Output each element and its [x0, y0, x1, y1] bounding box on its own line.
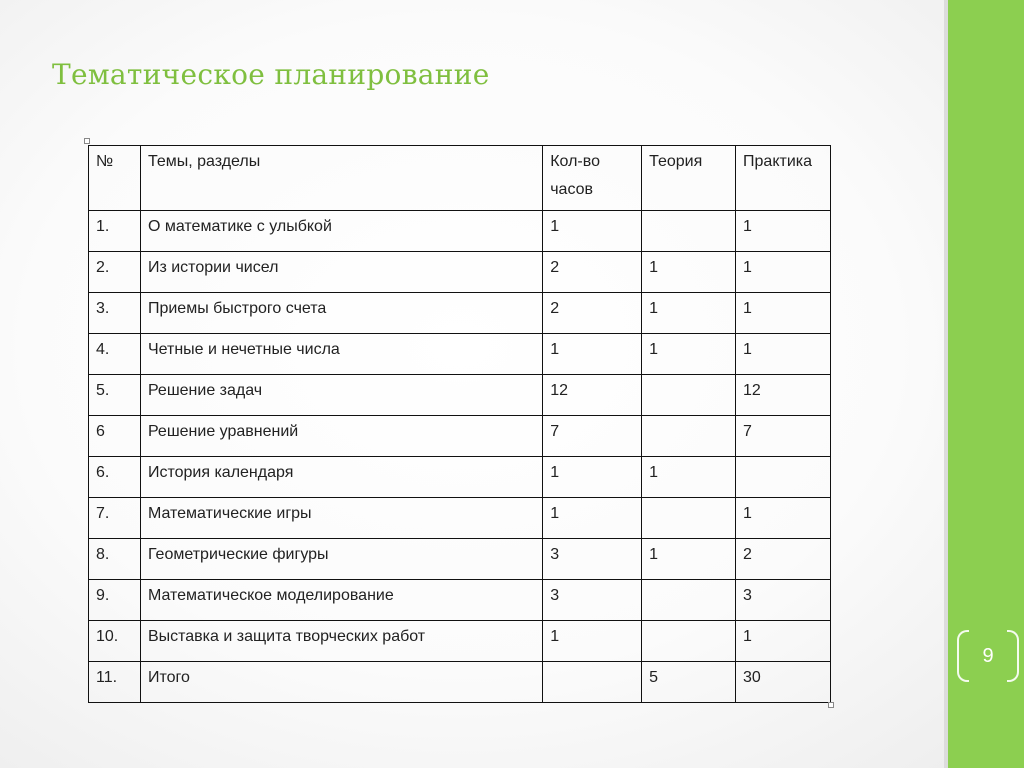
page-number: 9	[982, 644, 994, 667]
table-row	[89, 580, 831, 621]
table-row	[89, 416, 831, 457]
cell-topic[interactable]: Приемы быстрого счета	[140, 293, 542, 334]
cell-hours[interactable]: 7	[543, 416, 642, 457]
cell-hours[interactable]: 1	[543, 334, 642, 375]
cell-num[interactable]: 3.	[89, 293, 141, 334]
cell-theory[interactable]	[642, 375, 736, 416]
cell-topic[interactable]: История календаря	[140, 457, 542, 498]
header-theory[interactable]: Теория	[642, 146, 736, 211]
cell-topic[interactable]: О математике с улыбкой	[140, 211, 542, 252]
cell-num[interactable]: 4.	[89, 334, 141, 375]
table-resize-handle-top-left[interactable]	[84, 138, 90, 144]
cell-theory[interactable]: 1	[642, 293, 736, 334]
cell-hours[interactable]: 3	[543, 580, 642, 621]
cell-practice[interactable]: 2	[736, 539, 831, 580]
cell-theory[interactable]	[642, 580, 736, 621]
cell-theory[interactable]	[642, 211, 736, 252]
table-body	[89, 211, 831, 703]
planning-table-container	[88, 145, 831, 703]
cell-practice[interactable]: 3	[736, 580, 831, 621]
cell-hours[interactable]: 12	[543, 375, 642, 416]
header-practice[interactable]: Практика	[736, 146, 831, 211]
cell-hours[interactable]: 1	[543, 621, 642, 662]
bracket-right	[1007, 630, 1019, 682]
cell-topic[interactable]: Из истории чисел	[140, 252, 542, 293]
cell-num[interactable]: 1.	[89, 211, 141, 252]
cell-num[interactable]: 6.	[89, 457, 141, 498]
cell-practice[interactable]: 1	[736, 498, 831, 539]
cell-practice[interactable]: 1	[736, 211, 831, 252]
cell-topic[interactable]: Решение задач	[140, 375, 542, 416]
cell-theory[interactable]: 1	[642, 457, 736, 498]
cell-num[interactable]: 7.	[89, 498, 141, 539]
table-row	[89, 539, 831, 580]
table-row	[89, 621, 831, 662]
table-row	[89, 375, 831, 416]
table-row	[89, 293, 831, 334]
cell-theory[interactable]	[642, 416, 736, 457]
header-topic[interactable]: Темы, разделы	[140, 146, 542, 211]
planning-table[interactable]	[88, 145, 831, 703]
table-row	[89, 211, 831, 252]
cell-num[interactable]: 6	[89, 416, 141, 457]
table-row	[89, 334, 831, 375]
cell-hours[interactable]: 3	[543, 539, 642, 580]
cell-hours[interactable]: 1	[543, 498, 642, 539]
cell-num[interactable]: 8.	[89, 539, 141, 580]
cell-num[interactable]: 9.	[89, 580, 141, 621]
cell-theory[interactable]	[642, 621, 736, 662]
cell-hours[interactable]	[543, 662, 642, 703]
cell-practice[interactable]: 12	[736, 375, 831, 416]
cell-theory[interactable]: 1	[642, 539, 736, 580]
cell-theory[interactable]: 1	[642, 252, 736, 293]
header-hours[interactable]: Кол-во часов	[543, 146, 642, 211]
cell-topic[interactable]: Математические игры	[140, 498, 542, 539]
cell-topic[interactable]: Четные и нечетные числа	[140, 334, 542, 375]
cell-hours[interactable]: 1	[543, 457, 642, 498]
cell-hours[interactable]: 2	[543, 293, 642, 334]
cell-num[interactable]: 11.	[89, 662, 141, 703]
cell-practice[interactable]	[736, 457, 831, 498]
cell-theory[interactable]: 5	[642, 662, 736, 703]
table-row	[89, 457, 831, 498]
cell-num[interactable]: 10.	[89, 621, 141, 662]
cell-theory[interactable]	[642, 498, 736, 539]
page-number-badge	[957, 630, 1019, 682]
header-num[interactable]: №	[89, 146, 141, 211]
cell-practice[interactable]: 1	[736, 252, 831, 293]
cell-practice[interactable]: 7	[736, 416, 831, 457]
cell-practice[interactable]: 1	[736, 293, 831, 334]
cell-topic[interactable]: Итого	[140, 662, 542, 703]
table-resize-handle-bottom-right[interactable]	[828, 702, 834, 708]
cell-num[interactable]: 2.	[89, 252, 141, 293]
cell-num[interactable]: 5.	[89, 375, 141, 416]
cell-theory[interactable]: 1	[642, 334, 736, 375]
cell-topic[interactable]: Математическое моделирование	[140, 580, 542, 621]
cell-practice[interactable]: 30	[736, 662, 831, 703]
slide-title: Тематическое планирование	[52, 58, 490, 91]
table-row	[89, 498, 831, 539]
cell-practice[interactable]: 1	[736, 621, 831, 662]
cell-hours[interactable]: 2	[543, 252, 642, 293]
cell-practice[interactable]: 1	[736, 334, 831, 375]
cell-topic[interactable]: Решение уравнений	[140, 416, 542, 457]
cell-topic[interactable]: Выставка и защита творческих работ	[140, 621, 542, 662]
table-row	[89, 662, 831, 703]
table-header-row	[89, 146, 831, 211]
cell-hours[interactable]: 1	[543, 211, 642, 252]
bracket-left	[957, 630, 969, 682]
table-row	[89, 252, 831, 293]
cell-topic[interactable]: Геометрические фигуры	[140, 539, 542, 580]
